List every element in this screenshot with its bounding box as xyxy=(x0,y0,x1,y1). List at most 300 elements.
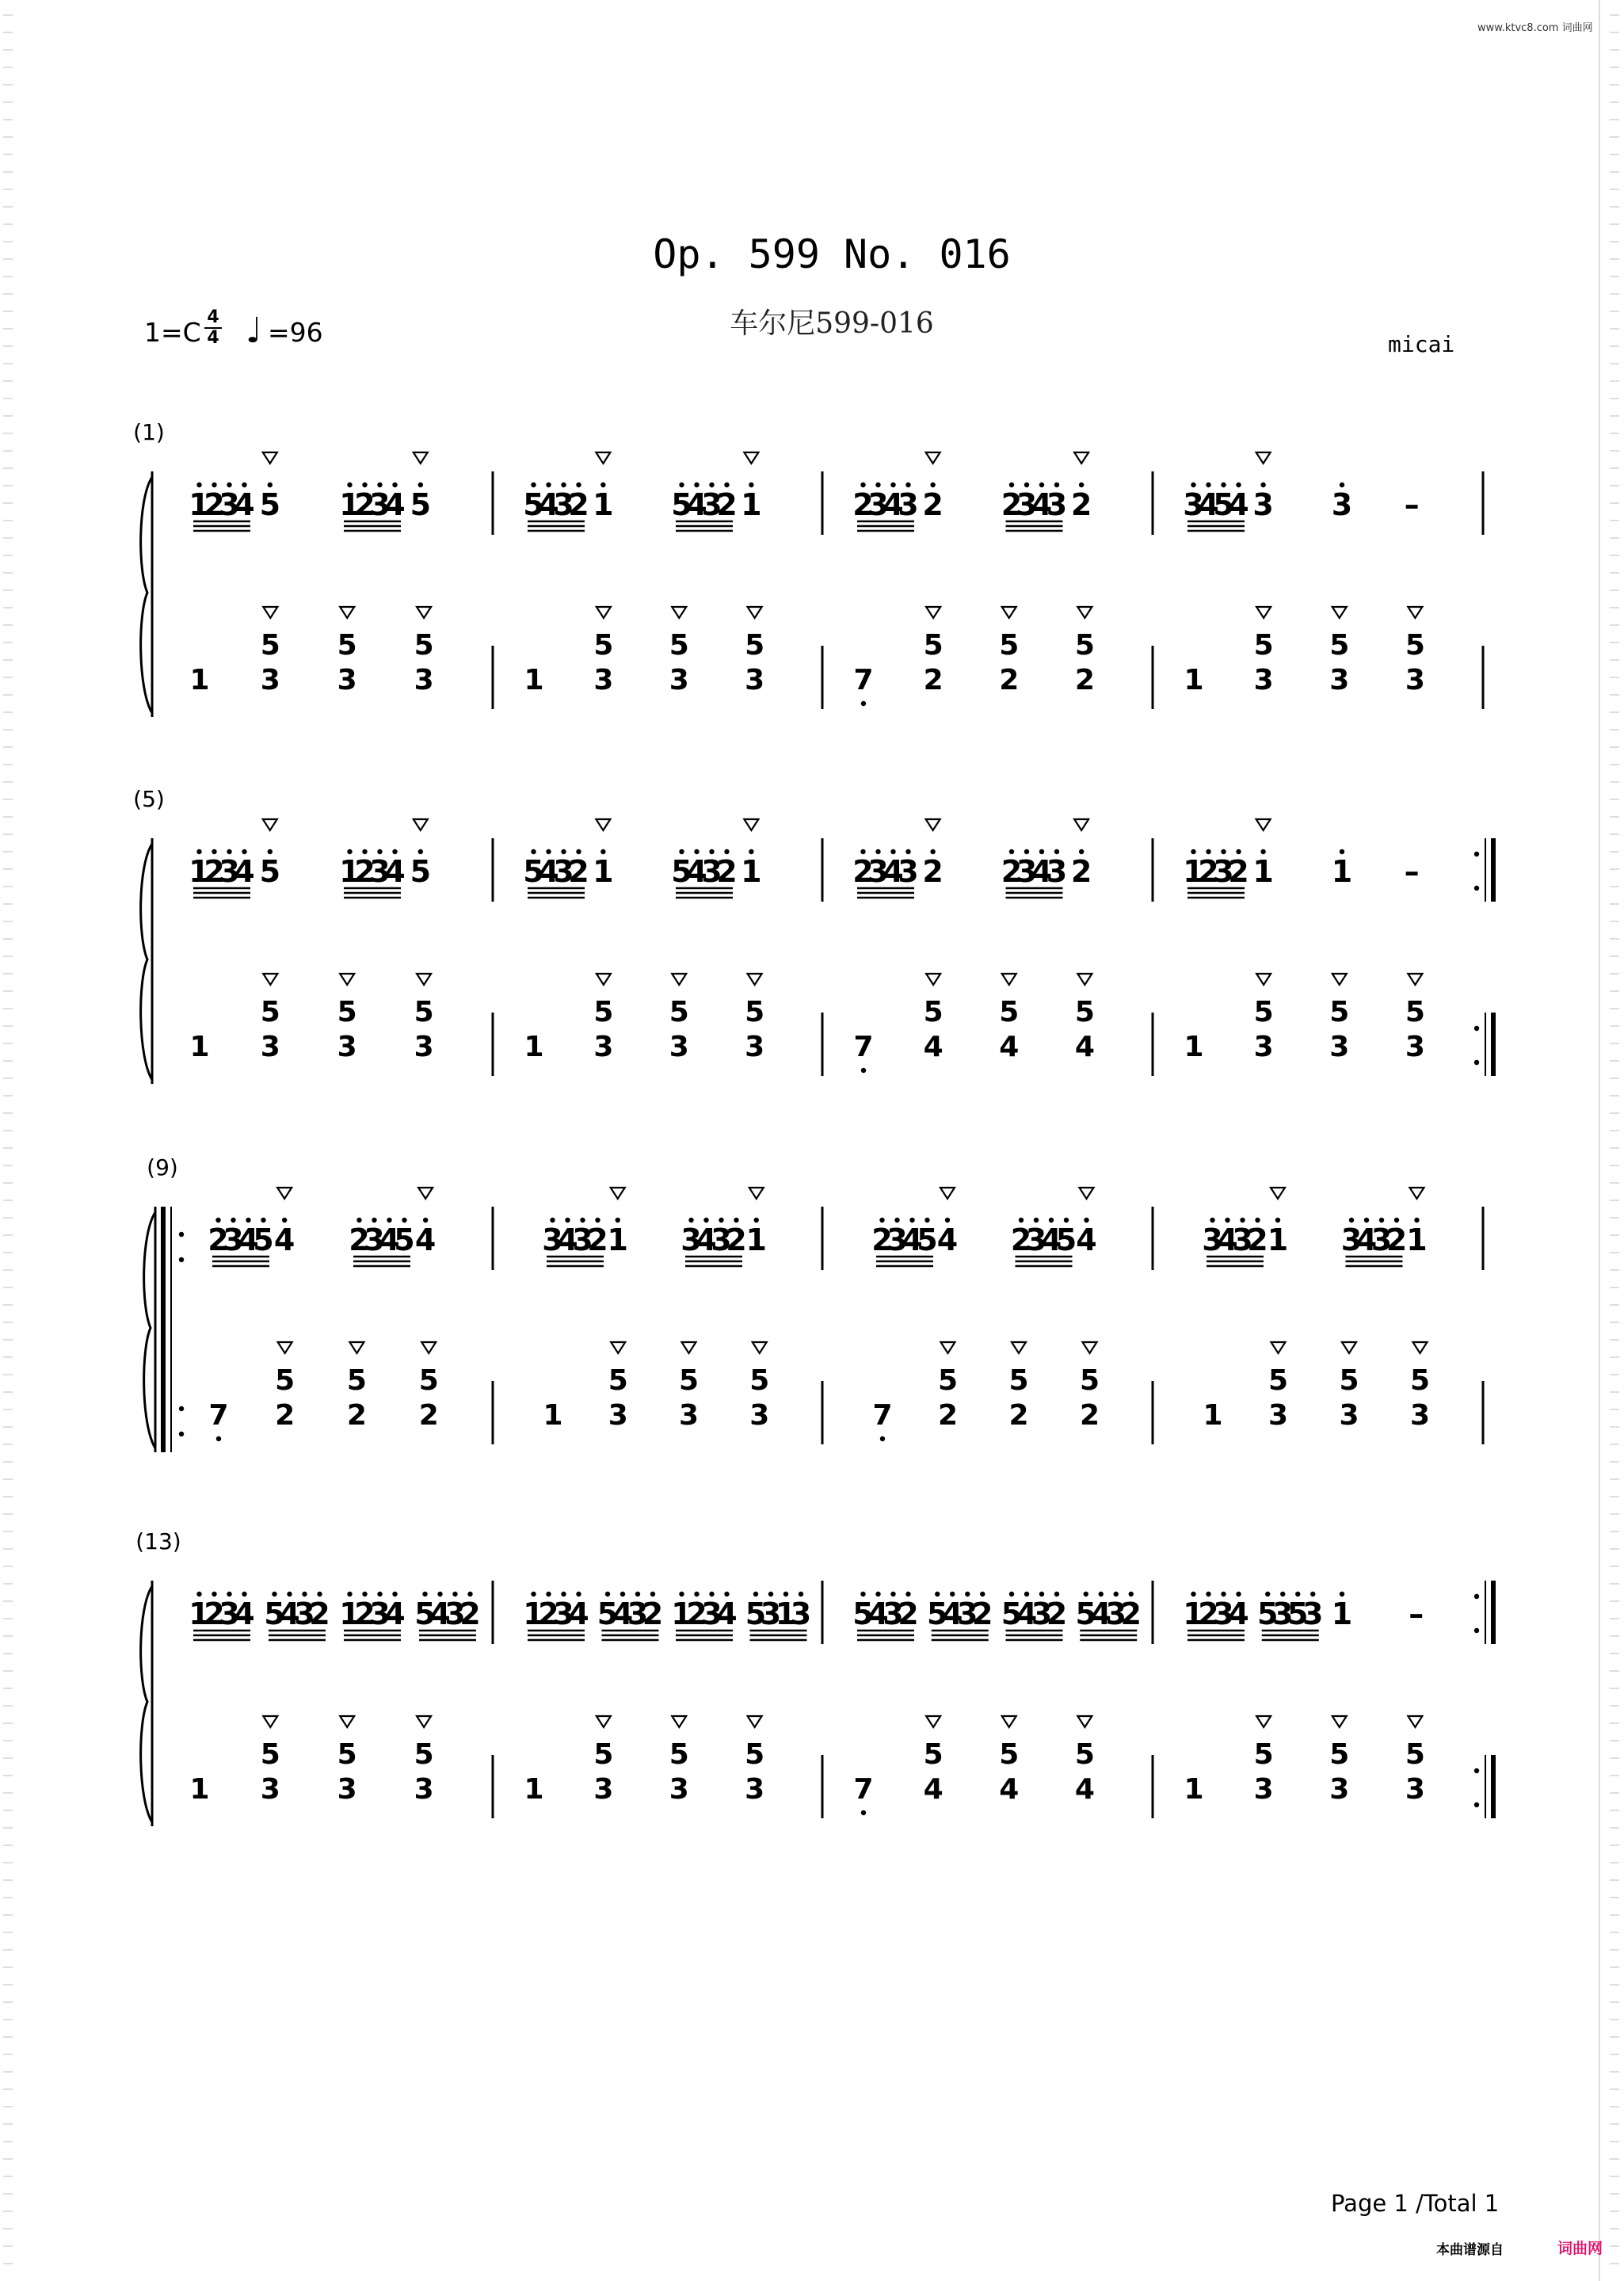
bass-note: 7 xyxy=(872,1399,893,1432)
chord-upper-note: 5 xyxy=(669,1738,689,1771)
chord-lower-note: 3 xyxy=(260,1773,280,1806)
octave-dot xyxy=(1275,1218,1280,1223)
octave-dot xyxy=(1191,849,1195,854)
chord-lower-note: 4 xyxy=(923,1773,944,1806)
octave-dot xyxy=(724,849,729,854)
treble-note: 5 xyxy=(414,1596,436,1631)
chord-lower-note: 3 xyxy=(745,1031,765,1063)
treble-note: 3 xyxy=(364,1223,385,1257)
treble-note: 5 xyxy=(523,854,544,889)
octave-dot xyxy=(531,849,536,854)
treble-note: 5 xyxy=(410,854,432,889)
octave-dot xyxy=(860,1592,865,1596)
treble-note: 3 xyxy=(867,487,889,522)
octave-dot xyxy=(1340,483,1344,487)
octave-dot xyxy=(268,849,273,854)
accent-mark-icon xyxy=(340,607,354,618)
octave-dot xyxy=(1024,1592,1029,1596)
chord-upper-note: 5 xyxy=(1329,629,1350,662)
accent-mark-icon xyxy=(414,819,428,830)
time-signature-bottom: 4 xyxy=(207,328,219,348)
treble-note: 3 xyxy=(1213,1596,1234,1631)
treble-note: 3 xyxy=(1370,1223,1393,1257)
chord-lower-note: 4 xyxy=(1074,1031,1095,1063)
chord-upper-note: 5 xyxy=(414,996,434,1028)
bass-note: 7 xyxy=(208,1399,229,1432)
chord-upper-note: 5 xyxy=(669,629,689,662)
treble-note: 2 xyxy=(1046,1596,1068,1631)
accent-mark-icon xyxy=(672,974,686,985)
treble-note: 2 xyxy=(354,1596,376,1631)
treble-note: 4 xyxy=(538,854,559,889)
octave-dot xyxy=(749,849,753,854)
accent-mark-icon xyxy=(682,1342,696,1353)
bass-note: 1 xyxy=(1203,1399,1223,1432)
treble-note: 4 xyxy=(568,1596,589,1631)
chord-lower-note: 3 xyxy=(1405,1773,1425,1806)
octave-dot xyxy=(576,483,581,487)
treble-note: 4 xyxy=(429,1596,451,1631)
octave-dot xyxy=(600,849,605,854)
treble-note: 3 xyxy=(898,854,919,889)
treble-note: 3 xyxy=(680,1223,702,1257)
chord-upper-note: 5 xyxy=(1339,1364,1359,1397)
treble-note: 4 xyxy=(942,1596,963,1631)
treble-note: 1 xyxy=(523,1596,544,1631)
octave-dot xyxy=(709,483,714,487)
octave-dot xyxy=(1054,849,1059,854)
octave-dot xyxy=(709,1592,714,1596)
accent-mark-icon xyxy=(1256,607,1271,618)
treble-note: 2 xyxy=(354,854,376,889)
octave-dot xyxy=(1039,849,1044,854)
octave-dot xyxy=(531,1592,536,1596)
treble-note: 3 xyxy=(223,1223,244,1257)
accent-mark-icon xyxy=(263,819,277,830)
treble-note: 3 xyxy=(553,1596,574,1631)
octave-dot xyxy=(719,1218,723,1223)
treble-note: 2 xyxy=(1247,1223,1268,1257)
treble-note: 2 xyxy=(208,1223,229,1257)
octave-dot xyxy=(875,1592,880,1596)
accent-mark-icon xyxy=(414,452,428,463)
treble-note: 3 xyxy=(1213,854,1234,889)
octave-dot xyxy=(679,849,684,854)
octave-dot xyxy=(749,483,753,487)
accent-mark-icon xyxy=(1077,607,1092,618)
repeat-dot xyxy=(179,1432,184,1436)
octave-dot xyxy=(372,1218,376,1223)
chord-lower-note: 2 xyxy=(418,1399,439,1432)
treble-note: 3 xyxy=(1202,1223,1223,1257)
octave-dot xyxy=(890,849,895,854)
accent-mark-icon xyxy=(421,1342,436,1353)
octave-dot xyxy=(452,1592,457,1596)
octave-dot xyxy=(860,849,865,854)
octave-dot xyxy=(890,1592,895,1596)
octave-dot xyxy=(930,849,935,854)
octave-dot xyxy=(980,1592,985,1596)
octave-dot xyxy=(650,1592,655,1596)
accent-mark-icon xyxy=(597,607,611,618)
treble-note: 5 xyxy=(1257,1596,1279,1631)
octave-dot xyxy=(799,1592,803,1596)
treble-note: 5 xyxy=(253,1223,274,1257)
octave-dot xyxy=(1099,1592,1104,1596)
octave-dot xyxy=(1260,849,1265,854)
bass-note: 1 xyxy=(1184,1031,1204,1063)
octave-dot xyxy=(196,1592,201,1596)
octave-dot xyxy=(1414,1218,1419,1223)
chord-upper-note: 5 xyxy=(1405,1738,1425,1771)
octave-dot xyxy=(561,849,566,854)
treble-note: 3 xyxy=(1183,487,1204,522)
treble-note: 2 xyxy=(309,1596,330,1631)
treble-note: 5 xyxy=(1075,1596,1096,1631)
repeat-dot xyxy=(1474,1026,1479,1031)
chord-upper-note: 5 xyxy=(999,996,1020,1028)
octave-dot xyxy=(1240,1218,1245,1223)
treble-note: 1 xyxy=(1183,854,1204,889)
page-number: Page 1 /Total 1 xyxy=(1331,2190,1500,2217)
octave-dot xyxy=(950,1592,955,1596)
accent-mark-icon xyxy=(597,974,611,985)
chord-lower-note: 3 xyxy=(1405,1031,1425,1063)
bass-note: 1 xyxy=(524,1031,544,1063)
treble-note: 4 xyxy=(1198,487,1219,522)
treble-note: 1 xyxy=(671,1596,692,1631)
octave-dot xyxy=(1236,483,1241,487)
accent-mark-icon xyxy=(926,974,940,985)
accent-mark-icon xyxy=(1256,452,1271,463)
treble-note: 1 xyxy=(1331,854,1353,889)
bass-note: 1 xyxy=(189,664,210,696)
octave-dot xyxy=(595,1218,600,1223)
accent-mark-icon xyxy=(1012,1342,1026,1353)
chord-upper-note: 5 xyxy=(1405,996,1425,1028)
accent-mark-icon xyxy=(1342,1342,1356,1353)
octave-dot xyxy=(580,1218,585,1223)
octave-dot xyxy=(1009,483,1014,487)
accent-mark-icon xyxy=(926,1716,940,1727)
octave-dot xyxy=(576,849,581,854)
system-brace xyxy=(144,1212,155,1448)
treble-note: 3 xyxy=(898,487,919,522)
treble-note: 5 xyxy=(927,1596,948,1631)
octave-dot xyxy=(1295,1592,1300,1596)
treble-note: 3 xyxy=(1340,1223,1363,1257)
octave-dot xyxy=(860,483,865,487)
treble-note: 4 xyxy=(1016,1596,1038,1631)
chord-lower-note: 3 xyxy=(593,664,614,696)
treble-note: 2 xyxy=(459,1596,481,1631)
treble-note: 3 xyxy=(572,1223,593,1257)
arranger-name: micai xyxy=(1388,331,1455,357)
treble-note: 1 xyxy=(339,854,360,889)
accent-mark-icon xyxy=(418,1188,433,1199)
octave-dot xyxy=(282,1218,287,1223)
chord-lower-note: 3 xyxy=(337,664,357,696)
treble-note: 2 xyxy=(726,1223,747,1257)
treble-note: 4 xyxy=(1228,1596,1249,1631)
chord-upper-note: 5 xyxy=(923,996,944,1028)
octave-dot xyxy=(905,483,910,487)
chord-upper-note: 5 xyxy=(593,996,614,1028)
octave-dot xyxy=(905,1592,910,1596)
octave-dot xyxy=(1064,1218,1069,1223)
octave-dot xyxy=(1379,1218,1384,1223)
chord-lower-note: 3 xyxy=(608,1399,628,1432)
accent-mark-icon xyxy=(926,819,940,830)
chord-upper-note: 5 xyxy=(346,1364,367,1397)
accent-mark-icon xyxy=(263,974,277,985)
chord-upper-note: 5 xyxy=(593,629,614,662)
treble-note: 4 xyxy=(234,487,255,522)
chord-lower-note: 3 xyxy=(260,1031,280,1063)
chord-upper-note: 5 xyxy=(608,1364,628,1397)
time-signature-top: 4 xyxy=(207,307,219,327)
octave-dot xyxy=(1034,1218,1039,1223)
treble-note: 3 xyxy=(542,1223,563,1257)
accent-mark-icon xyxy=(263,452,277,463)
accent-mark-icon xyxy=(1332,1716,1347,1727)
treble-note: 4 xyxy=(883,487,904,522)
octave-dot xyxy=(694,1592,699,1596)
treble-note: 3 xyxy=(219,1596,240,1631)
accent-mark-icon xyxy=(597,1716,611,1727)
chord-lower-note: 2 xyxy=(923,664,944,696)
accent-mark-icon xyxy=(340,1716,354,1727)
chord-lower-note: 3 xyxy=(414,664,434,696)
octave-dot xyxy=(1039,483,1044,487)
chord-lower-note: 2 xyxy=(1074,664,1095,696)
octave-dot xyxy=(945,1218,950,1223)
octave-dot xyxy=(196,483,201,487)
chord-upper-note: 5 xyxy=(260,996,280,1028)
accent-mark-icon xyxy=(263,607,277,618)
octave-dot xyxy=(268,483,273,487)
treble-note: 4 xyxy=(883,854,904,889)
octave-dot xyxy=(362,1592,367,1596)
treble-note: 2 xyxy=(568,854,589,889)
bass-note: 1 xyxy=(189,1773,210,1806)
treble-note: 4 xyxy=(279,1596,300,1631)
treble-note: 4 xyxy=(696,1223,717,1257)
accent-mark-icon xyxy=(1256,819,1271,830)
treble-note: 5 xyxy=(1287,1596,1309,1631)
treble-note: 2 xyxy=(716,854,738,889)
accent-mark-icon xyxy=(1408,607,1422,618)
octave-dot xyxy=(347,849,352,854)
treble-note: 3 xyxy=(1016,487,1038,522)
accent-mark-icon xyxy=(1077,974,1092,985)
treble-note: 2 xyxy=(852,487,874,522)
treble-note: 3 xyxy=(1302,1596,1324,1631)
treble-note: 2 xyxy=(871,1223,893,1257)
measure-number: (5) xyxy=(133,786,165,812)
treble-note: 1 xyxy=(593,854,614,889)
octave-dot xyxy=(246,1218,250,1223)
treble-note: 2 xyxy=(642,1596,664,1631)
treble-note: 3 xyxy=(886,1223,908,1257)
chord-upper-note: 5 xyxy=(337,996,357,1028)
treble-note: 5 xyxy=(671,487,692,522)
chord-lower-note: 3 xyxy=(414,1031,434,1063)
chord-upper-note: 5 xyxy=(593,1738,614,1771)
octave-dot xyxy=(1394,1218,1399,1223)
system-brace xyxy=(141,844,152,1080)
octave-dot xyxy=(242,483,246,487)
chord-upper-note: 5 xyxy=(337,1738,357,1771)
octave-dot xyxy=(565,1218,570,1223)
bass-note: 7 xyxy=(853,1773,874,1806)
octave-dot xyxy=(347,1592,352,1596)
tempo-marking: =96 xyxy=(268,317,323,348)
octave-dot xyxy=(422,1592,427,1596)
treble-note: 2 xyxy=(1001,487,1023,522)
chord-lower-note: 3 xyxy=(669,1031,689,1063)
accent-mark-icon xyxy=(596,452,610,463)
repeat-dot xyxy=(1474,1594,1479,1599)
accent-mark-icon xyxy=(417,1716,431,1727)
accent-mark-icon xyxy=(748,1716,762,1727)
treble-note: 4 xyxy=(1031,487,1053,522)
octave-dot xyxy=(1024,483,1029,487)
octave-dot xyxy=(1129,1592,1134,1596)
octave-dot xyxy=(1084,1592,1088,1596)
bass-note: 1 xyxy=(524,1773,544,1806)
treble-note: 2 xyxy=(972,1596,993,1631)
treble-note: 2 xyxy=(1198,1596,1219,1631)
treble-note: 2 xyxy=(354,487,376,522)
octave-dot xyxy=(377,483,382,487)
octave-dot xyxy=(965,1592,970,1596)
chord-lower-note: 3 xyxy=(1268,1399,1289,1432)
chord-upper-note: 5 xyxy=(260,1738,280,1771)
treble-note: 1 xyxy=(775,1596,797,1631)
chord-upper-note: 5 xyxy=(1405,629,1425,662)
octave-dot xyxy=(347,483,352,487)
octave-dot xyxy=(1221,849,1226,854)
treble-note: 5 xyxy=(259,854,281,889)
bass-note: 1 xyxy=(1184,1773,1204,1806)
octave-dot xyxy=(879,1218,884,1223)
chord-upper-note: 5 xyxy=(1074,1738,1095,1771)
treble-note: 2 xyxy=(204,487,225,522)
octave-dot xyxy=(561,1592,566,1596)
octave-dot xyxy=(272,1592,276,1596)
treble-note: 2 xyxy=(1228,854,1249,889)
octave-dot xyxy=(242,849,246,854)
treble-note: 1 xyxy=(339,487,360,522)
octave-dot xyxy=(1310,1592,1315,1596)
octave-dot xyxy=(616,1218,620,1223)
treble-note: 5 xyxy=(745,1596,767,1631)
treble-note: 3 xyxy=(1016,854,1038,889)
accent-mark-icon xyxy=(1002,607,1016,618)
treble-note: 1 xyxy=(189,1596,210,1631)
octave-dot xyxy=(392,483,397,487)
octave-dot xyxy=(362,483,367,487)
octave-dot xyxy=(875,483,880,487)
chord-lower-note: 3 xyxy=(1339,1399,1359,1432)
octave-dot xyxy=(317,1592,322,1596)
octave-dot xyxy=(287,1592,292,1596)
repeat-dot xyxy=(1474,886,1479,891)
treble-note: 4 xyxy=(1040,1223,1062,1257)
octave-dot xyxy=(1084,1218,1088,1223)
accent-mark-icon xyxy=(1412,1342,1427,1353)
octave-dot xyxy=(1349,1218,1354,1223)
treble-note: 2 xyxy=(686,1596,707,1631)
octave-dot xyxy=(356,1218,361,1223)
octave-dot xyxy=(1191,483,1195,487)
chord-lower-note: 3 xyxy=(669,1773,689,1806)
treble-note: 5 xyxy=(264,1596,285,1631)
treble-note: 1 xyxy=(1267,1223,1289,1257)
octave-dot xyxy=(1054,483,1059,487)
lower-octave-dot xyxy=(861,1810,866,1815)
treble-note: 3 xyxy=(1252,487,1274,522)
chord-upper-note: 5 xyxy=(418,1364,439,1397)
accent-mark-icon xyxy=(611,1188,625,1199)
treble-note: 3 xyxy=(867,854,889,889)
octave-dot xyxy=(212,1592,216,1596)
chord-lower-note: 3 xyxy=(593,1031,614,1063)
chord-upper-note: 5 xyxy=(749,1364,770,1397)
accent-mark-icon xyxy=(1002,974,1016,985)
treble-note: 3 xyxy=(1046,854,1068,889)
octave-dot xyxy=(600,483,605,487)
header-watermark: www.ktvc8.com 词曲网 xyxy=(1477,22,1593,34)
treble-note: 1 xyxy=(1331,1596,1353,1631)
chord-lower-note: 2 xyxy=(275,1399,295,1432)
accent-mark-icon xyxy=(940,1342,955,1353)
treble-note: 1 xyxy=(339,1596,360,1631)
treble-note: 2 xyxy=(587,1223,608,1257)
repeat-dot xyxy=(179,1406,184,1411)
chord-upper-note: 5 xyxy=(1253,996,1274,1028)
treble-note: 3 xyxy=(701,854,722,889)
lower-octave-dot xyxy=(880,1436,885,1441)
repeat-dot xyxy=(1474,1060,1479,1065)
treble-note: 5 xyxy=(1213,487,1234,522)
octave-dot xyxy=(1260,483,1265,487)
bass-note: 1 xyxy=(1184,664,1204,696)
accent-mark-icon xyxy=(926,452,940,463)
measure-number: (9) xyxy=(147,1154,178,1181)
treble-note: 1 xyxy=(741,854,762,889)
treble-note: 3 xyxy=(444,1596,466,1631)
octave-dot xyxy=(734,1218,738,1223)
octave-dot xyxy=(1265,1592,1270,1596)
chord-lower-note: 3 xyxy=(745,664,765,696)
octave-dot xyxy=(1024,849,1029,854)
treble-note: 5 xyxy=(597,1596,619,1631)
treble-note: 4 xyxy=(1076,1223,1097,1257)
octave-dot xyxy=(1210,1218,1214,1223)
octave-dot xyxy=(362,849,367,854)
treble-note: 4 xyxy=(1031,854,1053,889)
chord-lower-note: 3 xyxy=(337,1031,357,1063)
accent-mark-icon xyxy=(672,1716,686,1727)
chord-upper-note: 5 xyxy=(745,629,765,662)
chord-lower-note: 2 xyxy=(1008,1399,1029,1432)
treble-note: 2 xyxy=(1001,854,1023,889)
accent-mark-icon xyxy=(349,1342,364,1353)
chord-upper-note: 5 xyxy=(414,1738,434,1771)
octave-dot xyxy=(768,1592,773,1596)
